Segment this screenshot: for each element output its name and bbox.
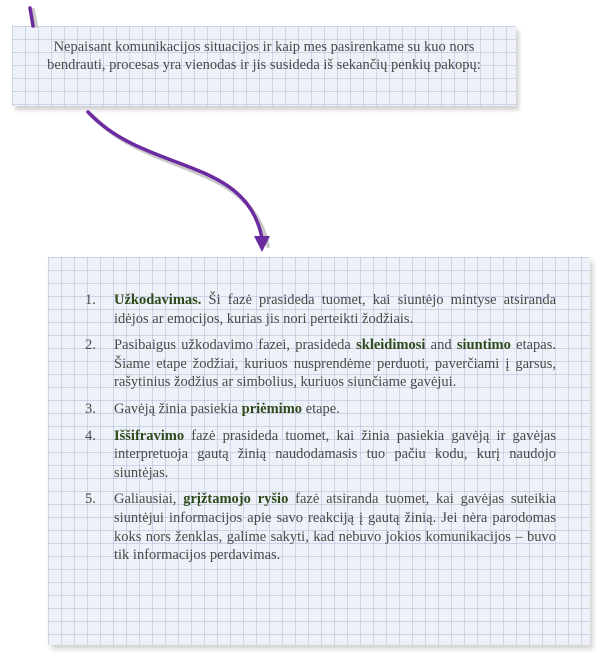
step-text: Pasibaigus užkodavimo fazei, prasideda (114, 337, 357, 354)
step-number: 3. (85, 400, 96, 417)
step-term: Iššifravimo (114, 427, 185, 444)
step-text: fazė prasideda tuomet, kai žinia pasiekia gavėją ir gavėjas interpretuoja gautą žinią naudodamasis tuo pačiu kodu, kurį naudojo siuntėjas. (114, 427, 556, 481)
step-term: Užkodavimas. (114, 292, 202, 308)
step-text: Galiausiai, (114, 491, 184, 508)
arrow-curve (88, 112, 262, 238)
step-number: 2. (85, 337, 96, 354)
step-term: siuntimo (456, 337, 511, 354)
step-term: priėmimo (241, 400, 303, 417)
step-number: 4. (85, 427, 96, 444)
step-term: grįžtamojo ryšio (183, 491, 289, 508)
step-term: skleidimosi (356, 337, 426, 354)
step-text: fazė atsiranda tuomet, kai gavėjas suteikia siuntėjui informacijos apie savo reakciją į gautą žinią. Jei nėra parodomas koks nors ženklas, galime sakyti, kad nebuvo jokios komunikacijos – buvo tik informacijos perdavimas. (114, 491, 556, 564)
intro-text: Nepaisant komunikacijos situacijos ir kaip mes pasirenkame su kuo nors bendrauti, procesas yra vienodas ir jis susideda iš sekančių penkių pakopų: (47, 39, 481, 73)
step-text: Ši fazė prasideda tuomet, kai siuntėjo mintyse atsiranda idėjos ar emocijos, kurias jis nori perteikti žodžiais. (114, 292, 556, 327)
step-text: etapas. Šiame etape žodžiai, kuriuos nusprendėme perduoti, paverčiami į garsus, rašytinius žodžius ar simbolius, kuriuos siunčiame gavėjui. (114, 337, 556, 391)
step-number: 5. (85, 491, 96, 508)
step-text: and (425, 337, 457, 354)
step-text: Gavėją žinia pasiekia (114, 400, 242, 417)
step-text: etape. (302, 400, 340, 417)
step-number: 1. (85, 292, 96, 308)
